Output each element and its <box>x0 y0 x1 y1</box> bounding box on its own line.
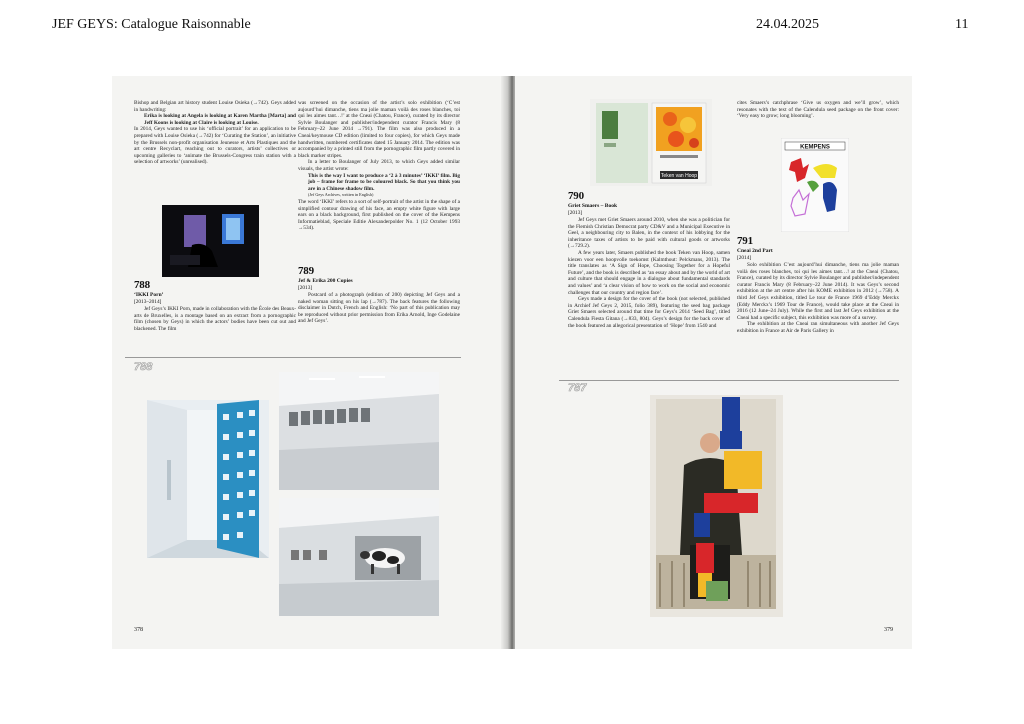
paragraph: Jef Geys met Griet Smaers around 2010, when she was a politician for the Flemish Christian Democrat party CD&V and a Municipal Executive in Geel, a neighbouring city to Balen, in the context of his lobbying for the inheritance taxes of artists to be paid with cultural goods or artworks (→729.2). <box>568 217 730 250</box>
left-page <box>112 76 509 649</box>
header-page-number: 11 <box>955 17 969 32</box>
installation-photo-gallery-frames <box>279 372 439 490</box>
entry-text: Jef Geys’s IKKI Porn, made in collaboration with the École des Beaux-arts de Bruxelles, is a montage based on an extract from a pornographic film (chosen by Geys) in which the actors’ bodies have been cut out and blackened. The film <box>134 306 296 332</box>
header-date: 24.04.2025 <box>756 17 819 32</box>
outline-entry-number: 788 <box>134 361 153 373</box>
paragraph: A few years later, Smaers published the book Teken van Hoop, samen kiezen voor een hoopvolle toekomst (Kalmthout: Pelckmans, 2013). The title translates as ‘A Sign of Hope, Choosing Together for a Hopeful Future’, and the book is described as ‘an essay about and by the world of art and culture that should engage in a dialogue about fundamental standards and values’ and ‘a clear vision of how to work on the social and economic challenges that our country and region face’. <box>568 249 730 296</box>
left-col2-top <box>298 100 460 232</box>
letter-quote: This is the way I want to produce a ‘2 à 3 minutes’ ‘IKKI’ film. Big job – frame for frame to be coloured black. So that you think you are in a Chinese shadow film. <box>308 172 460 192</box>
page-number: 379 <box>884 627 893 633</box>
entry-title: Jef & Erika 200 Copies <box>298 278 353 284</box>
paragraph: In 2014, Geys wanted to use his ‘official portrait’ for an application to be prepared with Louise Osieka (→742) for ‘Curating the Station’, an initiative by the Brussels non-profit organisation Jeunesse et Arts Plastiques and the art centre Recyclart, reaching out to curators, artists’ collectives or upcoming galleries to ‘animate the Brussels-Congress train station with a selection of artworks’ (unrealised). <box>134 126 296 166</box>
paragraph: In a letter to Boulanger of July 2013, to which Geys added similar visuals, the artist wrote: <box>298 159 460 172</box>
ikki-porn-still <box>162 205 259 277</box>
paragraph: Bishop and Belgian art history student Louise Osieka (→742). Geys added in handwriting: <box>134 100 296 113</box>
book-cover-image <box>590 99 712 186</box>
paragraph: The exhibition at the Cneai ran simultaneous with another Jef Geys exhibition in France at Air de Paris Gallery in <box>737 321 899 334</box>
outline-entry-number: 787 <box>568 382 587 394</box>
paragraph: was screened on the occasion of the artist’s solo exhibition (‘C’est aujourd’hui dimanche, tiens ma jolie maman voilà des roses blanches, toi qui les aimes tant…!’ at the Cneai (Chatou, France), curated by its director Sylvie Boulanger and publisher/independent curator Francis Mary (8 February–22 June 2014 →791). The film was also produced in a Cneai/keymouse CD edition (limited to four copies), for which Geys made handwritten, numbered certificates dated 15 January 2014. The edition was accompanied by a printed still from the pornographic film partly covered in black marker stripes. <box>298 100 460 159</box>
entry-title: Griet Smaers – Book <box>568 203 618 209</box>
entry-number: 789 <box>298 265 314 277</box>
installation-photo-hanging-work <box>147 400 269 558</box>
page-number: 378 <box>134 627 143 633</box>
entry-text <box>568 217 730 329</box>
entry-number: 788 <box>134 279 150 291</box>
paragraph: The word ‘IKKI’ refers to a sort of self-portrait of the artist in the shape of a simplified contour drawing of his face, an empty white figure with large ears on a black background, first published on the cover of the Kempens Informatieblad, Speciale Editie Alexanderpolder No. 1 (12 October 1993 →534). <box>298 198 460 232</box>
paragraph: Solo exhibition C’est aujourd’hui dimanche, tiens ma jolie maman voilà des roses blanches, toi qui les aimes tant…! at the Cneai (Chatou, France), curated by its director Sylvie Boulanger and publisher/independent curator Francis Mary (8 February–22 June 2014). It was Geys’s second exhibition at the art centre after his KOME exhibition in 2012 (→758). A third Jef Geys exhibition, titled Le tour de France 1969 d’Eddy Merckx (Eddy Merckx’s 1969 Tour de France), would take place at the Cneai in 2016 (12 June–24 July). While the first and last Jef Geys exhibition at the Cneai had a specific subject, this exhibition was more of a survey. <box>737 262 899 321</box>
entry-title: ‘IKKI Porn’ <box>134 292 164 298</box>
book-spread <box>112 76 912 649</box>
entry-number: 791 <box>737 235 753 247</box>
jef-erika-photo <box>650 395 783 617</box>
left-col1-top <box>134 100 296 166</box>
kempens-poster-image <box>781 138 849 232</box>
installation-photo-cow <box>279 498 439 616</box>
entry-year: [2013] <box>568 210 583 216</box>
section-divider <box>125 357 461 358</box>
entry-text <box>737 262 899 335</box>
entry-title: Cneai 2nd Part <box>737 248 773 254</box>
handwriting-quote: Erika is looking at Angela is looking at Karen Martha [Marta] and Jeff Koons is looking at Claire is looking at Louise. <box>144 113 296 126</box>
entry-text: Postcard of a photograph (edition of 200) depicting Jef Geys and a naked woman sitting on his lap (→787). The back features the following disclaimer in Dutch, French and English: ‘No part of this publication may be reproduced without prior permission from Erika Arnold, Inge Godelaine and Jef Geys’. <box>298 292 460 325</box>
header-title: JEF GEYS: Catalogue Raisonnable <box>52 17 251 32</box>
poster-label: KEMPENS <box>800 144 830 151</box>
entry-year: [2013] <box>298 285 313 291</box>
right-page <box>515 76 912 649</box>
book-cover-label: Teken van Hoop <box>660 173 698 179</box>
paragraph: Geys made a design for the cover of the book (not selected, published in Archief Jef Geys 2, 2015, folio 389), featuring the seed bag package Griet Smaers selected around that time for Geys’s 2014 ‘Seed Bag’, titled Calendula Fiesta Gitana (→833, 804). Geys’s design for the back cover of the book featured an allegorical presentation of ‘Hope’ from 1540 and <box>568 296 730 329</box>
entry-year: [2014] <box>737 255 752 261</box>
entry-number: 790 <box>568 190 584 202</box>
section-divider <box>559 380 899 381</box>
entry-year: [2013–2014] <box>134 299 162 305</box>
quote-source: (Jef Geys Archives, written in English) <box>308 192 374 198</box>
right-col2-top: cites Smaers’s catchphrase ‘Give us oxygen and we’ll grow’, which resonates with the text of the Calendula seed package on the front cover: ‘Very easy to grow; long blooming’. <box>737 100 899 120</box>
